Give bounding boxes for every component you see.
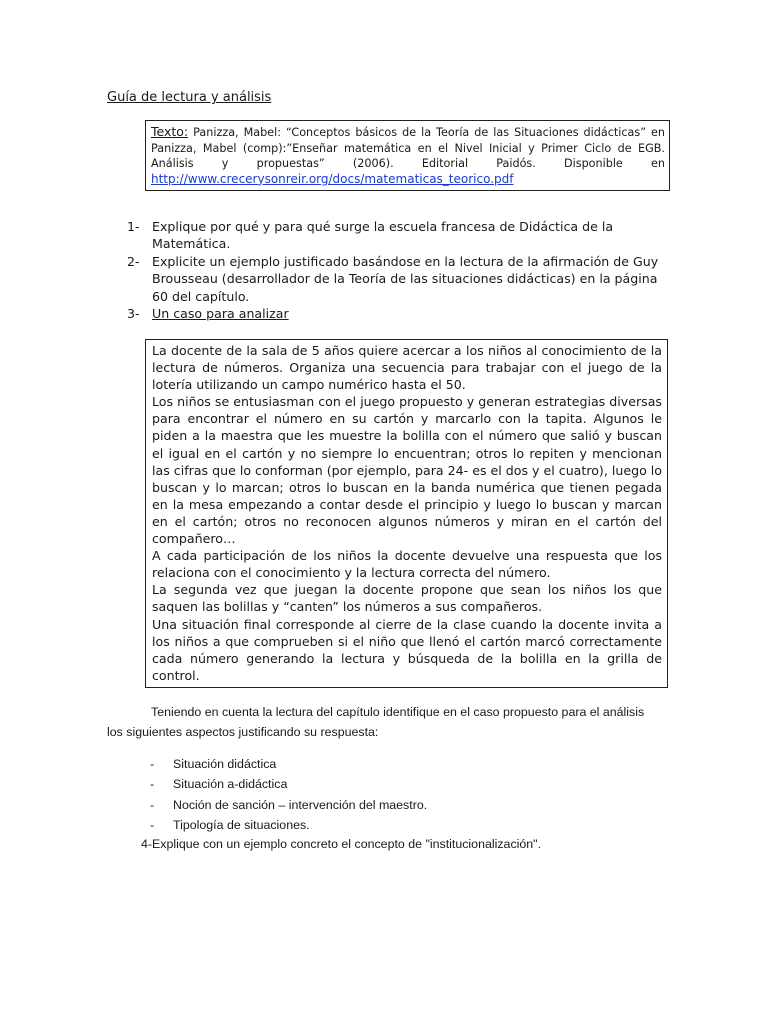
list-item	[150, 815, 427, 835]
reference-body: Panizza, Mabel: “Conceptos básicos de la Teoría de las Situaciones didácticas” en Panizza, Mabel (comp):”Enseñar matemática en el Nivel Inicial y Primer Ciclo de EGB. Análisis y propuestas” (2006). Editorial Paidós. Disponible en	[151, 126, 665, 171]
list-item	[150, 774, 427, 794]
question-4	[107, 834, 667, 854]
case-paragraph: Los niños se entusiasman con el juego propuesto y generan estrategias diversas para encontrar el número en su cartón y marcarlo con la tapita. Algunos le piden a la maestra que les muestre la bolilla con el número que salió y buscan el igual en el cartón y no siempre lo encuentran; otros lo repiten y mencionan las cifras que lo conforman (por ejemplo, para 24- es el dos y el cuatro), luego lo buscan y lo marcan; otros lo buscan en la banda numérica que tienen pegada en la mesa empezando a contar desde el principio y luego lo buscan y marcan en el cartón; otros no reconocen algunos números y miran en el cartón del compañero…	[152, 394, 662, 547]
questions-list	[107, 218, 667, 322]
page-title: Guía de lectura y análisis	[107, 90, 272, 105]
question-3	[107, 305, 667, 322]
question-1	[107, 218, 667, 253]
reference-link-line	[151, 172, 665, 188]
question-text: Un caso para analizar	[152, 306, 289, 322]
aspect-text: Tipología de situaciones.	[173, 817, 310, 832]
reference-text	[151, 124, 665, 172]
reference-label: Texto:	[151, 124, 189, 139]
analysis-intro	[107, 703, 659, 742]
question-text: Explicite un ejemplo justificado basándose en la lectura de la afirmación de Guy Brousseau (desarrollador de la Teoría de las situaciones didácticas) en la página 60 del capítulo.	[152, 253, 659, 304]
question-text: Explique con un ejemplo concreto el concepto de "institucionalización".	[152, 837, 542, 851]
case-paragraph: La segunda vez que juegan la docente propone que sean los niños los que saquen las bolillas y “canten” los números a sus compañeros.	[152, 582, 662, 615]
bullet-dash: -	[150, 757, 155, 771]
question-text: Explique por qué y para qué surge la escuela francesa de Didáctica de la Matemática.	[152, 219, 614, 252]
list-item	[150, 795, 427, 815]
bullet-dash: -	[150, 797, 155, 812]
bullet-dash: -	[150, 777, 155, 792]
bullet-dash: -	[150, 817, 155, 832]
aspects-list	[150, 754, 427, 835]
question-number: 3-	[127, 306, 140, 322]
question-2	[107, 253, 667, 305]
case-box	[145, 339, 668, 688]
analysis-intro-text: Teniendo en cuenta la lectura del capítulo identifique en el caso propuesto para el análisis los siguientes aspectos justificando su respuesta:	[107, 705, 645, 739]
case-paragraph: Una situación final corresponde al cierre de la clase cuando la docente invita a los niños a que comprueben si el niño que llenó el cartón marcó correctamente cada número generando la lectura y búsqueda de la bolilla en la grilla de control.	[152, 616, 662, 683]
aspect-text: Situación didáctica	[173, 757, 277, 771]
aspect-text: Situación a-didáctica	[173, 777, 288, 792]
question-number: 4-	[140, 837, 152, 851]
aspect-text: Noción de sanción – intervención del maestro.	[173, 797, 428, 812]
question-number: 1-	[127, 219, 140, 234]
list-item	[150, 754, 427, 774]
case-paragraph: La docente de la sala de 5 años quiere acercar a los niños al conocimiento de la lectura de números. Organiza una secuencia para trabajar con el juego de la lotería utilizando un campo numérico hasta el 50.	[152, 343, 662, 393]
case-paragraph: A cada participación de los niños la docente devuelve una respuesta que los relaciona con el conocimiento y la lectura correcta del número.	[152, 548, 662, 581]
question-number: 2-	[127, 253, 140, 269]
reference-box	[145, 120, 670, 191]
reference-link[interactable]: http://www.crecerysonreir.org/docs/matematicas_teorico.pdf	[151, 171, 514, 186]
